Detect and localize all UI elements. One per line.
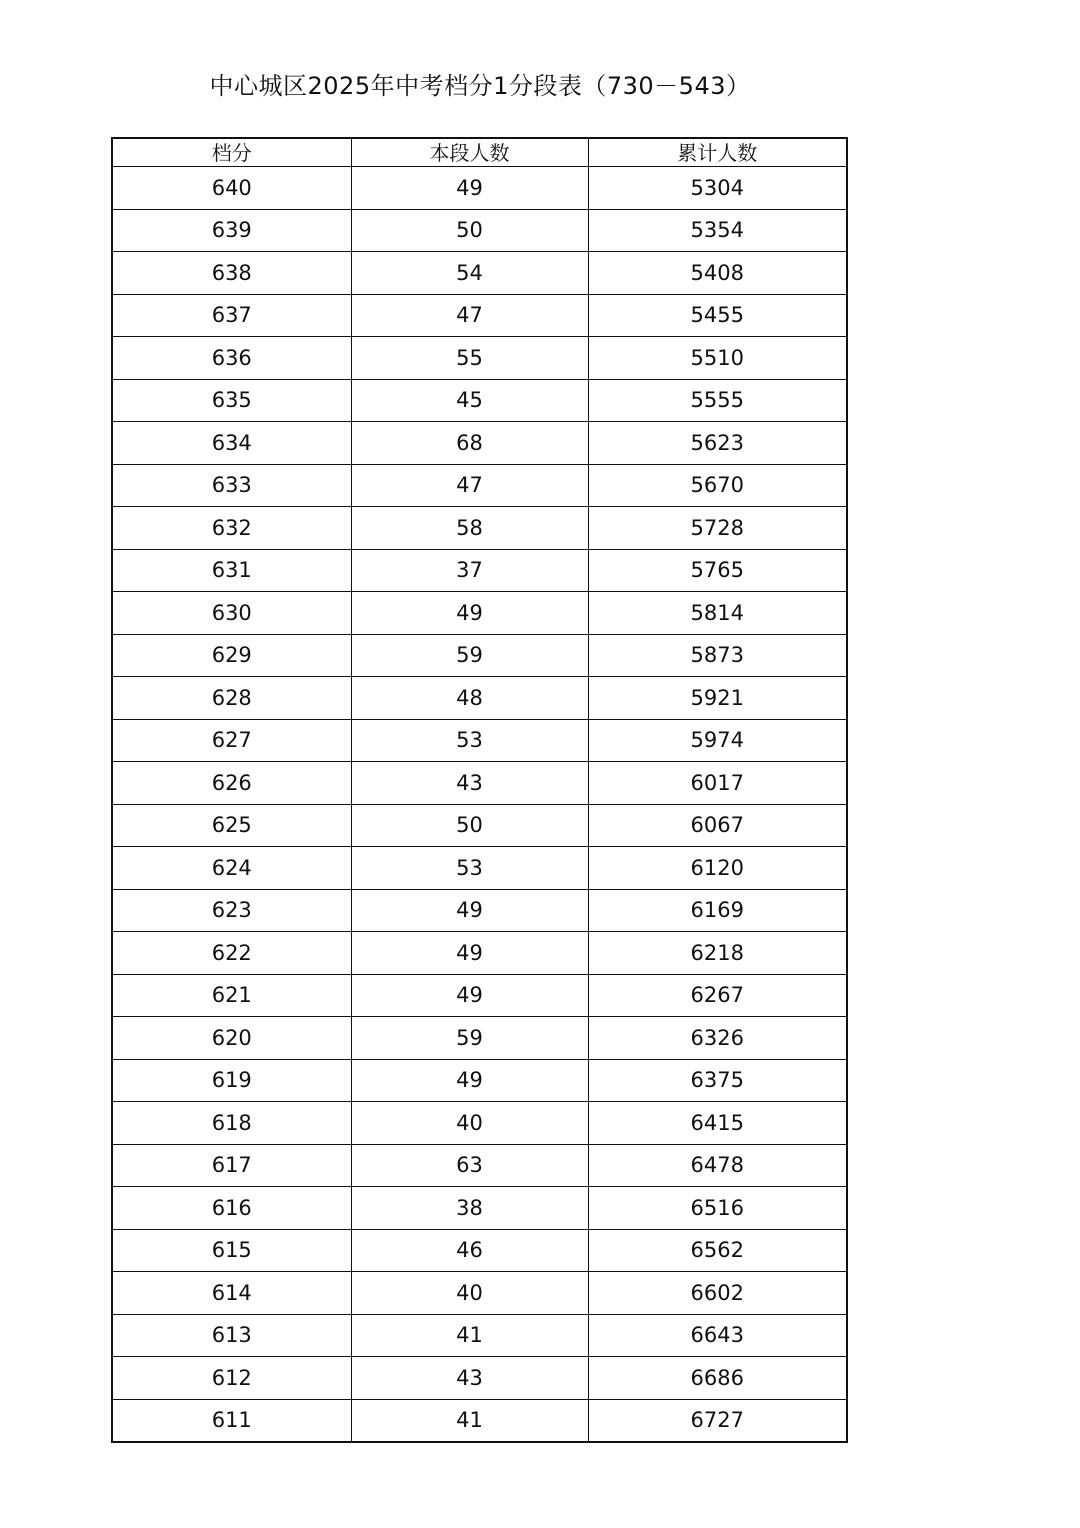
cell-segment-count: 54: [351, 252, 588, 295]
table-row: [112, 677, 847, 720]
table-row: [112, 167, 847, 210]
cell-cumulative-count: 5510: [588, 337, 847, 380]
cell-cumulative-count: 5814: [588, 592, 847, 635]
cell-segment-count: 63: [351, 1144, 588, 1187]
cell-score: 640: [112, 167, 351, 210]
score-distribution-table: [111, 137, 848, 1443]
cell-segment-count: 43: [351, 762, 588, 805]
cell-segment-count: 49: [351, 974, 588, 1017]
cell-score: 615: [112, 1229, 351, 1272]
cell-cumulative-count: 5921: [588, 677, 847, 720]
cell-cumulative-count: 5455: [588, 294, 847, 337]
table-row: [112, 1102, 847, 1145]
cell-score: 637: [112, 294, 351, 337]
cell-score: 624: [112, 847, 351, 890]
cell-segment-count: 59: [351, 1017, 588, 1060]
table-row: [112, 932, 847, 975]
cell-segment-count: 48: [351, 677, 588, 720]
cell-cumulative-count: 5974: [588, 719, 847, 762]
header-segment-count: 本段人数: [351, 138, 588, 167]
cell-score: 639: [112, 209, 351, 252]
table-row: [112, 634, 847, 677]
table-row: [112, 1017, 847, 1060]
cell-cumulative-count: 5408: [588, 252, 847, 295]
cell-cumulative-count: 5765: [588, 549, 847, 592]
cell-segment-count: 47: [351, 294, 588, 337]
table-row: [112, 379, 847, 422]
table-row: [112, 294, 847, 337]
cell-segment-count: 49: [351, 932, 588, 975]
table-row: [112, 337, 847, 380]
cell-segment-count: 53: [351, 719, 588, 762]
cell-segment-count: 43: [351, 1357, 588, 1400]
table-row: [112, 1314, 847, 1357]
table-row: [112, 507, 847, 550]
cell-score: 631: [112, 549, 351, 592]
cell-segment-count: 40: [351, 1272, 588, 1315]
cell-score: 614: [112, 1272, 351, 1315]
cell-score: 617: [112, 1144, 351, 1187]
cell-cumulative-count: 6643: [588, 1314, 847, 1357]
cell-cumulative-count: 6326: [588, 1017, 847, 1060]
cell-score: 630: [112, 592, 351, 635]
table-row: [112, 422, 847, 465]
cell-score: 629: [112, 634, 351, 677]
cell-score: 634: [112, 422, 351, 465]
cell-cumulative-count: 6478: [588, 1144, 847, 1187]
cell-score: 627: [112, 719, 351, 762]
cell-score: 635: [112, 379, 351, 422]
cell-segment-count: 46: [351, 1229, 588, 1272]
cell-cumulative-count: 6602: [588, 1272, 847, 1315]
table-row: [112, 252, 847, 295]
cell-cumulative-count: 5670: [588, 464, 847, 507]
cell-cumulative-count: 6516: [588, 1187, 847, 1230]
table-row: [112, 1272, 847, 1315]
page-title: 中心城区2025年中考档分1分段表（730－543）: [209, 72, 751, 100]
cell-score: 611: [112, 1399, 351, 1442]
cell-segment-count: 50: [351, 209, 588, 252]
cell-cumulative-count: 6727: [588, 1399, 847, 1442]
header-cumulative-count: 累计人数: [588, 138, 847, 167]
cell-score: 638: [112, 252, 351, 295]
cell-segment-count: 41: [351, 1399, 588, 1442]
table-row: [112, 719, 847, 762]
table-row: [112, 804, 847, 847]
cell-segment-count: 49: [351, 889, 588, 932]
cell-score: 616: [112, 1187, 351, 1230]
cell-segment-count: 58: [351, 507, 588, 550]
table-row: [112, 889, 847, 932]
cell-score: 622: [112, 932, 351, 975]
cell-cumulative-count: 6415: [588, 1102, 847, 1145]
cell-segment-count: 53: [351, 847, 588, 890]
cell-segment-count: 38: [351, 1187, 588, 1230]
cell-segment-count: 47: [351, 464, 588, 507]
cell-score: 636: [112, 337, 351, 380]
table-row: [112, 762, 847, 805]
cell-score: 621: [112, 974, 351, 1017]
cell-segment-count: 45: [351, 379, 588, 422]
cell-cumulative-count: 6017: [588, 762, 847, 805]
table-header-row: [112, 138, 847, 167]
cell-segment-count: 49: [351, 1059, 588, 1102]
cell-score: 633: [112, 464, 351, 507]
table-row: [112, 549, 847, 592]
cell-cumulative-count: 6120: [588, 847, 847, 890]
table-row: [112, 1357, 847, 1400]
cell-score: 623: [112, 889, 351, 932]
cell-cumulative-count: 5873: [588, 634, 847, 677]
table-row: [112, 847, 847, 890]
cell-cumulative-count: 6067: [588, 804, 847, 847]
cell-cumulative-count: 6218: [588, 932, 847, 975]
cell-segment-count: 50: [351, 804, 588, 847]
cell-segment-count: 55: [351, 337, 588, 380]
table-row: [112, 1399, 847, 1442]
cell-cumulative-count: 6169: [588, 889, 847, 932]
cell-segment-count: 37: [351, 549, 588, 592]
table-row: [112, 1229, 847, 1272]
cell-cumulative-count: 5304: [588, 167, 847, 210]
cell-score: 619: [112, 1059, 351, 1102]
cell-segment-count: 49: [351, 167, 588, 210]
table-row: [112, 1144, 847, 1187]
cell-cumulative-count: 5728: [588, 507, 847, 550]
cell-segment-count: 68: [351, 422, 588, 465]
cell-cumulative-count: 5555: [588, 379, 847, 422]
cell-cumulative-count: 6267: [588, 974, 847, 1017]
table-body: [112, 167, 847, 1443]
table-row: [112, 464, 847, 507]
cell-score: 618: [112, 1102, 351, 1145]
cell-score: 625: [112, 804, 351, 847]
table-row: [112, 1059, 847, 1102]
cell-segment-count: 41: [351, 1314, 588, 1357]
cell-cumulative-count: 5623: [588, 422, 847, 465]
cell-score: 632: [112, 507, 351, 550]
cell-cumulative-count: 6375: [588, 1059, 847, 1102]
cell-segment-count: 49: [351, 592, 588, 635]
cell-cumulative-count: 5354: [588, 209, 847, 252]
table-row: [112, 974, 847, 1017]
cell-score: 620: [112, 1017, 351, 1060]
cell-score: 612: [112, 1357, 351, 1400]
cell-cumulative-count: 6562: [588, 1229, 847, 1272]
cell-score: 628: [112, 677, 351, 720]
cell-score: 613: [112, 1314, 351, 1357]
table-row: [112, 1187, 847, 1230]
cell-cumulative-count: 6686: [588, 1357, 847, 1400]
cell-score: 626: [112, 762, 351, 805]
header-score: 档分: [112, 138, 351, 167]
table-row: [112, 209, 847, 252]
cell-segment-count: 40: [351, 1102, 588, 1145]
cell-segment-count: 59: [351, 634, 588, 677]
table-row: [112, 592, 847, 635]
